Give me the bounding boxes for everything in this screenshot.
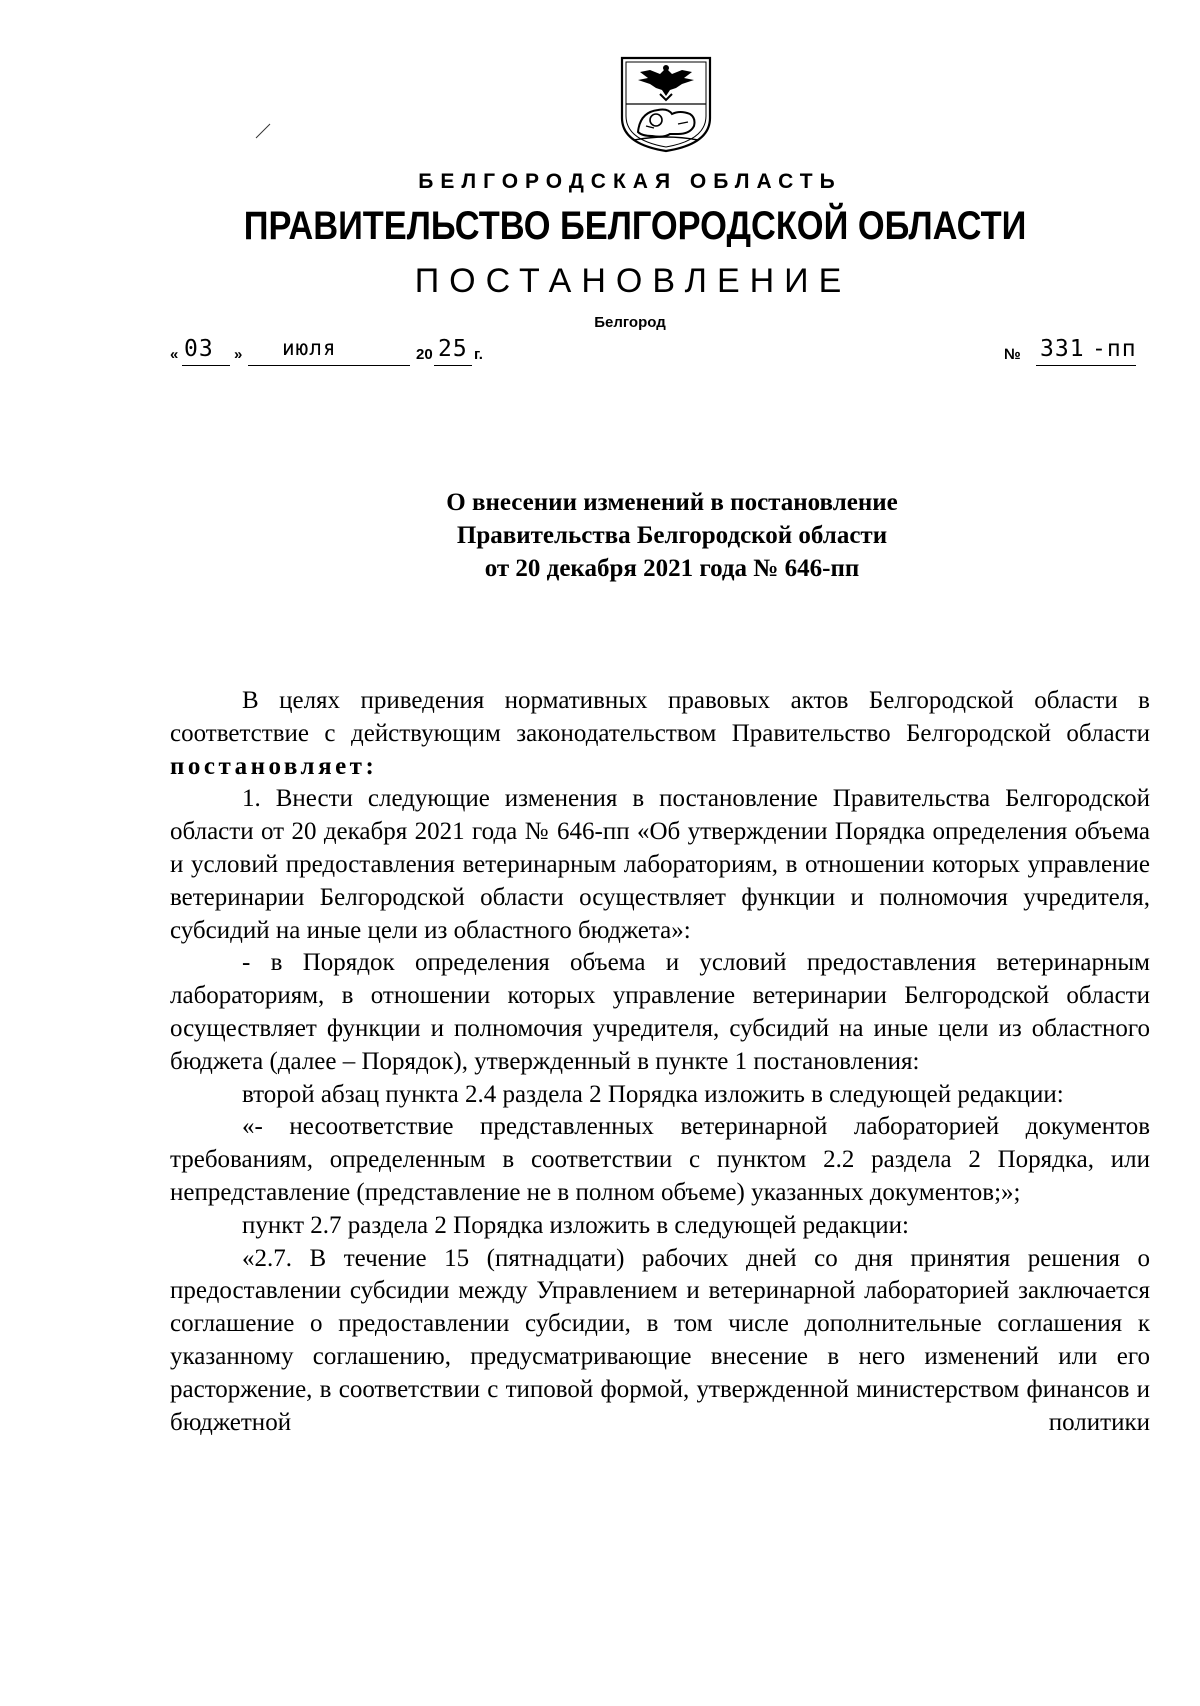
region-heading: БЕЛГОРОДСКАЯ ОБЛАСТЬ [418,170,842,193]
document-type-heading: ПОСТАНОВЛЕНИЕ [414,262,852,300]
body-paragraph: второй абзац пункта 2.4 раздела 2 Порядка изложить в следующей редакции: [242,1080,1064,1108]
body-paragraph: «- несоответствие представленных ветеринарной лабораторией документов требованиям, определенным в соответствии с пунктом 2.2 раздела 2 Порядка, или непредставление (представление не в полном объеме) указанных документов;»; [170,1113,1150,1206]
date-year-prefix: 20 [416,346,433,363]
document-body [170,685,1150,1439]
date-year-suffix: 25 [438,336,468,362]
body-paragraph: «2.7. В течение 15 (пятнадцати) рабочих дней со дня принятия решения о предоставлении субсидии между Управлением и ветеринарной лабораторией заключается соглашение о предоставлении субсидии, в том числе дополнительные соглашения к указанному соглашению, предусматривающие внесение в него изменений или его расторжение, в соответствии с типовой формой, утвержденной министерством финансов и бюджетной политики [170,1244,1150,1436]
date-day: 03 [184,336,214,362]
decree-word: постановляет: [170,752,378,780]
date-month: июля [282,336,337,360]
body-paragraph: 1. Внести следующие изменения в постановление Правительства Белгородской области от 20 декабря 2021 года № 646-пп «Об утверждении Порядка определения объема и условий предоставления ветеринарным лабораториям, в отношении которых управление ветеринарии Белгородской области осуществляет функции и полномочия учредителя, субсидий на иные цели из областного бюджета»: [170,785,1150,944]
document-title [170,486,1154,585]
number-value: 331 [1040,336,1085,362]
city-label: Белгород [594,314,666,331]
date-close-quote: » [234,346,243,363]
title-line: Правительства Белгородской области [456,522,888,549]
body-paragraph: - в Порядок определения объема и условий предоставления ветеринарным лабораториям, в отношении которых управление ветеринарии Белгородской области осуществляет функции и полномочия учредителя, субсидий на иные цели из областного бюджета (далее – Порядок), утвержденный в пункте 1 постановления: [170,949,1150,1075]
government-heading: ПРАВИТЕЛЬСТВО БЕЛГОРОДСКОЙ ОБЛАСТИ [243,204,1027,248]
date-year-mark: г. [474,346,483,363]
intro-text: В целях приведения нормативных правовых актов Белгородской области в соответствие с действующим законодательством Правительство Белгородской области [170,687,1150,747]
title-line: от 20 декабря 2021 года № 646-пп [484,555,860,582]
body-paragraph: пункт 2.7 раздела 2 Порядка изложить в следующей редакции: [242,1211,909,1239]
body-paragraph-intro [170,685,1150,783]
scan-mark [254,122,274,140]
coat-of-arms-emblem [616,54,716,154]
number-label: № [1004,346,1021,363]
title-line: О внесении изменений в постановление [446,489,898,516]
number-suffix: -пп [1092,336,1137,362]
date-open-quote: « [170,346,179,363]
